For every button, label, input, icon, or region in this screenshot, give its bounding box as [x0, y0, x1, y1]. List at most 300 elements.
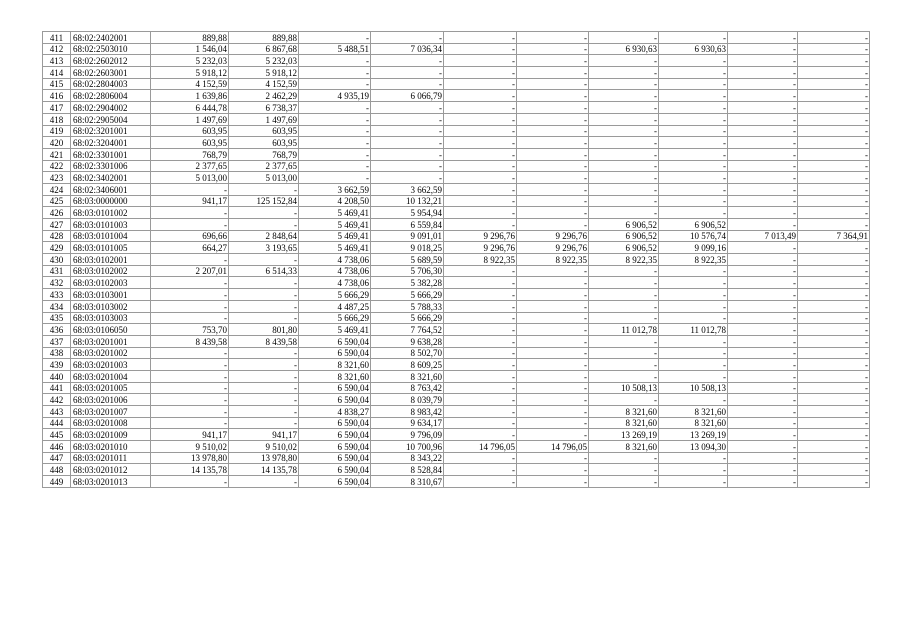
value-cell: 6 906,52	[589, 242, 659, 254]
value-cell: 696,66	[151, 230, 229, 242]
value-cell: 2 462,29	[229, 90, 299, 102]
value-cell: 5 469,41	[299, 230, 371, 242]
value-cell: 889,88	[151, 32, 229, 44]
value-cell: -	[151, 370, 229, 382]
value-cell: 8 922,35	[444, 254, 517, 266]
value-cell: 5 666,29	[299, 312, 371, 324]
value-cell: 1 497,69	[229, 113, 299, 125]
value-cell: -	[517, 113, 589, 125]
value-cell: 8 321,60	[589, 406, 659, 418]
cadastral-code-cell: 68:02:2503010	[71, 43, 151, 55]
table-row	[43, 230, 870, 242]
value-cell: -	[371, 113, 444, 125]
value-cell: -	[371, 160, 444, 172]
table-row	[43, 476, 870, 488]
value-cell: -	[517, 207, 589, 219]
value-cell: -	[589, 394, 659, 406]
value-cell: 8 343,22	[371, 452, 444, 464]
value-cell: -	[444, 67, 517, 79]
value-cell: 6 930,63	[589, 43, 659, 55]
value-cell: 4 738,06	[299, 254, 371, 266]
cadastral-code-cell: 68:02:2806004	[71, 90, 151, 102]
value-cell: -	[798, 324, 870, 336]
value-cell: 4 738,06	[299, 277, 371, 289]
value-cell: -	[659, 265, 728, 277]
cadastral-code-cell: 68:02:3406001	[71, 183, 151, 195]
value-cell: -	[589, 347, 659, 359]
value-cell: -	[229, 312, 299, 324]
value-cell: -	[589, 289, 659, 301]
table-row	[43, 195, 870, 207]
value-cell: 7 013,49	[728, 230, 798, 242]
value-cell: 801,80	[229, 324, 299, 336]
value-cell: -	[299, 102, 371, 114]
value-cell: -	[299, 125, 371, 137]
value-cell: -	[728, 394, 798, 406]
value-cell: -	[728, 312, 798, 324]
value-cell: -	[444, 43, 517, 55]
table-row	[43, 429, 870, 441]
value-cell: -	[728, 148, 798, 160]
value-cell: -	[229, 277, 299, 289]
value-cell: -	[798, 254, 870, 266]
cadastral-code-cell: 68:03:0201002	[71, 347, 151, 359]
value-cell: -	[659, 90, 728, 102]
table-row	[43, 265, 870, 277]
value-cell: -	[229, 476, 299, 488]
value-cell: 13 269,19	[589, 429, 659, 441]
value-cell: 1 546,04	[151, 43, 229, 55]
value-cell: 3 193,65	[229, 242, 299, 254]
value-cell: 8 763,42	[371, 382, 444, 394]
value-cell: -	[517, 429, 589, 441]
row-number-cell: 429	[43, 242, 71, 254]
value-cell: -	[798, 394, 870, 406]
value-cell: 6 590,04	[299, 464, 371, 476]
table-row	[43, 219, 870, 231]
value-cell: 10 508,13	[659, 382, 728, 394]
value-cell: -	[371, 125, 444, 137]
value-cell: -	[444, 265, 517, 277]
value-cell: -	[517, 125, 589, 137]
value-cell: 8 321,60	[299, 359, 371, 371]
value-cell: 8 922,35	[517, 254, 589, 266]
table-row	[43, 452, 870, 464]
row-number-cell: 436	[43, 324, 71, 336]
value-cell: 941,17	[229, 429, 299, 441]
value-cell: 8 039,79	[371, 394, 444, 406]
table-row	[43, 382, 870, 394]
value-cell: -	[371, 102, 444, 114]
value-cell: -	[798, 289, 870, 301]
value-cell: -	[517, 452, 589, 464]
value-cell: -	[229, 417, 299, 429]
value-cell: -	[659, 78, 728, 90]
value-cell: 8 439,58	[229, 335, 299, 347]
value-cell: 5 013,00	[229, 172, 299, 184]
value-cell: -	[589, 207, 659, 219]
value-cell: 14 796,05	[517, 441, 589, 453]
value-cell: -	[798, 347, 870, 359]
value-cell: 6 590,04	[299, 382, 371, 394]
value-cell: -	[517, 148, 589, 160]
value-cell: -	[589, 102, 659, 114]
value-cell: -	[798, 429, 870, 441]
value-cell: 889,88	[229, 32, 299, 44]
value-cell: -	[517, 67, 589, 79]
value-cell: -	[589, 148, 659, 160]
row-number-cell: 418	[43, 113, 71, 125]
cadastral-code-cell: 68:03:0103002	[71, 300, 151, 312]
value-cell: 8 922,35	[659, 254, 728, 266]
row-number-cell: 440	[43, 370, 71, 382]
value-cell: -	[659, 55, 728, 67]
value-cell: -	[517, 277, 589, 289]
value-cell: -	[229, 300, 299, 312]
value-cell: -	[798, 417, 870, 429]
value-cell: -	[798, 90, 870, 102]
value-cell: -	[589, 265, 659, 277]
cadastral-code-cell: 68:03:0201007	[71, 406, 151, 418]
value-cell: 13 978,80	[151, 452, 229, 464]
value-cell: -	[151, 219, 229, 231]
value-cell: -	[659, 183, 728, 195]
table-row	[43, 324, 870, 336]
value-cell: -	[517, 312, 589, 324]
value-cell: -	[151, 417, 229, 429]
value-cell: -	[517, 359, 589, 371]
value-cell: 8 310,67	[371, 476, 444, 488]
value-cell: 603,95	[229, 125, 299, 137]
value-cell: -	[798, 113, 870, 125]
value-cell: 9 638,28	[371, 335, 444, 347]
value-cell: 9 634,17	[371, 417, 444, 429]
value-cell: -	[517, 43, 589, 55]
table-body	[43, 32, 870, 488]
value-cell: -	[444, 90, 517, 102]
value-cell: -	[444, 125, 517, 137]
table-row	[43, 300, 870, 312]
value-cell: -	[444, 207, 517, 219]
value-cell: -	[299, 172, 371, 184]
value-cell: -	[728, 464, 798, 476]
value-cell: -	[728, 90, 798, 102]
value-cell: -	[589, 137, 659, 149]
table-row	[43, 102, 870, 114]
value-cell: -	[299, 55, 371, 67]
row-number-cell: 411	[43, 32, 71, 44]
value-cell: 8 321,60	[659, 417, 728, 429]
value-cell: 941,17	[151, 195, 229, 207]
value-cell: 9 296,76	[517, 230, 589, 242]
value-cell: 8 321,60	[589, 441, 659, 453]
value-cell: 1 639,86	[151, 90, 229, 102]
value-cell: 4 152,59	[151, 78, 229, 90]
value-cell: -	[444, 160, 517, 172]
value-cell: -	[151, 277, 229, 289]
value-cell: -	[444, 102, 517, 114]
value-cell: -	[517, 324, 589, 336]
value-cell: -	[517, 406, 589, 418]
value-cell: 7 036,34	[371, 43, 444, 55]
value-cell: -	[589, 160, 659, 172]
value-cell: 13 978,80	[229, 452, 299, 464]
value-cell: -	[229, 219, 299, 231]
value-cell: 768,79	[151, 148, 229, 160]
value-cell: -	[728, 300, 798, 312]
value-cell: -	[229, 289, 299, 301]
value-cell: -	[798, 148, 870, 160]
value-cell: -	[798, 464, 870, 476]
cadastral-code-cell: 68:02:3301006	[71, 160, 151, 172]
value-cell: -	[444, 78, 517, 90]
row-number-cell: 446	[43, 441, 71, 453]
value-cell: 5 788,33	[371, 300, 444, 312]
value-cell: -	[444, 335, 517, 347]
value-cell: -	[229, 183, 299, 195]
value-cell: 6 590,04	[299, 429, 371, 441]
value-cell: 13 269,19	[659, 429, 728, 441]
value-cell: -	[299, 32, 371, 44]
cadastral-code-cell: 68:02:3301001	[71, 148, 151, 160]
value-cell: -	[728, 125, 798, 137]
value-cell: -	[728, 429, 798, 441]
row-number-cell: 430	[43, 254, 71, 266]
value-cell: 5 954,94	[371, 207, 444, 219]
row-number-cell: 447	[43, 452, 71, 464]
value-cell: -	[151, 312, 229, 324]
value-cell: -	[444, 289, 517, 301]
value-cell: 9 296,76	[517, 242, 589, 254]
value-cell: 6 906,52	[589, 219, 659, 231]
row-number-cell: 437	[43, 335, 71, 347]
value-cell: -	[659, 464, 728, 476]
value-cell: -	[151, 406, 229, 418]
row-number-cell: 442	[43, 394, 71, 406]
value-cell: -	[798, 441, 870, 453]
table-row	[43, 207, 870, 219]
value-cell: -	[589, 476, 659, 488]
value-cell: 753,70	[151, 324, 229, 336]
value-cell: 2 207,01	[151, 265, 229, 277]
table-row	[43, 43, 870, 55]
value-cell: -	[444, 55, 517, 67]
table-row	[43, 277, 870, 289]
value-cell: 768,79	[229, 148, 299, 160]
value-cell: -	[728, 32, 798, 44]
cadastral-code-cell: 68:02:2603001	[71, 67, 151, 79]
value-cell: 5 232,03	[229, 55, 299, 67]
data-table	[42, 31, 870, 488]
value-cell: 5 469,41	[299, 242, 371, 254]
value-cell: -	[229, 207, 299, 219]
value-cell: -	[444, 347, 517, 359]
value-cell: 9 510,02	[229, 441, 299, 453]
value-cell: -	[659, 277, 728, 289]
table-row	[43, 394, 870, 406]
table-row	[43, 113, 870, 125]
row-number-cell: 425	[43, 195, 71, 207]
value-cell: -	[151, 347, 229, 359]
value-cell: 8 321,60	[299, 370, 371, 382]
value-cell: 5 666,29	[371, 312, 444, 324]
row-number-cell: 439	[43, 359, 71, 371]
value-cell: -	[728, 476, 798, 488]
value-cell: -	[798, 137, 870, 149]
value-cell: -	[151, 183, 229, 195]
value-cell: -	[589, 370, 659, 382]
value-cell: -	[517, 370, 589, 382]
value-cell: 4 487,25	[299, 300, 371, 312]
value-cell: -	[517, 183, 589, 195]
value-cell: -	[728, 78, 798, 90]
cadastral-code-cell: 68:03:0201006	[71, 394, 151, 406]
cadastral-code-cell: 68:03:0103001	[71, 289, 151, 301]
value-cell: -	[444, 195, 517, 207]
value-cell: -	[728, 335, 798, 347]
value-cell: -	[589, 125, 659, 137]
value-cell: -	[444, 417, 517, 429]
value-cell: -	[659, 347, 728, 359]
value-cell: -	[444, 406, 517, 418]
row-number-cell: 419	[43, 125, 71, 137]
value-cell: -	[151, 254, 229, 266]
value-cell: -	[151, 394, 229, 406]
value-cell: -	[589, 359, 659, 371]
value-cell: -	[517, 417, 589, 429]
value-cell: -	[444, 359, 517, 371]
value-cell: -	[589, 277, 659, 289]
value-cell: -	[728, 207, 798, 219]
value-cell: -	[444, 277, 517, 289]
value-cell: 6 906,52	[659, 219, 728, 231]
value-cell: 8 321,60	[659, 406, 728, 418]
value-cell: -	[589, 113, 659, 125]
value-cell: -	[589, 300, 659, 312]
row-number-cell: 431	[43, 265, 71, 277]
value-cell: -	[371, 172, 444, 184]
value-cell: -	[151, 476, 229, 488]
value-cell: -	[371, 148, 444, 160]
table-row	[43, 312, 870, 324]
row-number-cell: 445	[43, 429, 71, 441]
value-cell: -	[299, 78, 371, 90]
value-cell: 4 738,06	[299, 265, 371, 277]
value-cell: 9 018,25	[371, 242, 444, 254]
row-number-cell: 448	[43, 464, 71, 476]
cadastral-code-cell: 68:02:2402001	[71, 32, 151, 44]
value-cell: -	[299, 113, 371, 125]
value-cell: -	[444, 429, 517, 441]
row-number-cell: 443	[43, 406, 71, 418]
value-cell: -	[659, 312, 728, 324]
value-cell: -	[728, 277, 798, 289]
cadastral-code-cell: 68:03:0101002	[71, 207, 151, 219]
value-cell: 8 439,58	[151, 335, 229, 347]
value-cell: 6 559,84	[371, 219, 444, 231]
value-cell: 6 590,04	[299, 335, 371, 347]
value-cell: -	[798, 265, 870, 277]
value-cell: -	[589, 183, 659, 195]
value-cell: 5 232,03	[151, 55, 229, 67]
table-row	[43, 406, 870, 418]
table-row	[43, 160, 870, 172]
value-cell: 6 906,52	[589, 230, 659, 242]
value-cell: -	[798, 195, 870, 207]
value-cell: -	[444, 324, 517, 336]
row-number-cell: 427	[43, 219, 71, 231]
value-cell: 5 689,59	[371, 254, 444, 266]
value-cell: -	[728, 359, 798, 371]
table-row	[43, 254, 870, 266]
row-number-cell: 421	[43, 148, 71, 160]
value-cell: -	[659, 32, 728, 44]
table-row	[43, 137, 870, 149]
value-cell: 8 528,84	[371, 464, 444, 476]
value-cell: -	[728, 406, 798, 418]
value-cell: -	[798, 219, 870, 231]
value-cell: -	[151, 289, 229, 301]
value-cell: -	[728, 67, 798, 79]
value-cell: 6 066,79	[371, 90, 444, 102]
value-cell: 5 706,30	[371, 265, 444, 277]
value-cell: -	[589, 335, 659, 347]
value-cell: 2 377,65	[151, 160, 229, 172]
value-cell: -	[798, 55, 870, 67]
value-cell: 5 469,41	[299, 207, 371, 219]
cadastral-code-cell: 68:03:0201004	[71, 370, 151, 382]
table-row	[43, 289, 870, 301]
value-cell: 8 321,60	[371, 370, 444, 382]
value-cell: -	[728, 172, 798, 184]
value-cell: 6 590,04	[299, 476, 371, 488]
value-cell: -	[728, 417, 798, 429]
value-cell: -	[444, 394, 517, 406]
value-cell: 603,95	[151, 137, 229, 149]
value-cell: 6 590,04	[299, 417, 371, 429]
value-cell: 9 296,76	[444, 230, 517, 242]
value-cell: -	[517, 289, 589, 301]
value-cell: 3 662,59	[299, 183, 371, 195]
table-row	[43, 55, 870, 67]
value-cell: -	[589, 67, 659, 79]
value-cell: -	[517, 137, 589, 149]
value-cell: -	[728, 452, 798, 464]
value-cell: -	[728, 55, 798, 67]
value-cell: -	[659, 67, 728, 79]
value-cell: -	[589, 90, 659, 102]
value-cell: 8 983,42	[371, 406, 444, 418]
value-cell: 9 099,16	[659, 242, 728, 254]
table-row	[43, 67, 870, 79]
value-cell: 3 662,59	[371, 183, 444, 195]
value-cell: 9 510,02	[151, 441, 229, 453]
value-cell: 6 444,78	[151, 102, 229, 114]
value-cell: -	[151, 382, 229, 394]
cadastral-code-cell: 68:03:0201008	[71, 417, 151, 429]
value-cell: 5 488,51	[299, 43, 371, 55]
value-cell: -	[151, 300, 229, 312]
value-cell: 603,95	[229, 137, 299, 149]
value-cell: -	[728, 347, 798, 359]
cadastral-code-cell: 68:02:2602012	[71, 55, 151, 67]
value-cell: -	[589, 312, 659, 324]
value-cell: -	[517, 55, 589, 67]
value-cell: -	[659, 113, 728, 125]
value-cell: -	[444, 113, 517, 125]
value-cell: -	[728, 219, 798, 231]
value-cell: -	[371, 32, 444, 44]
